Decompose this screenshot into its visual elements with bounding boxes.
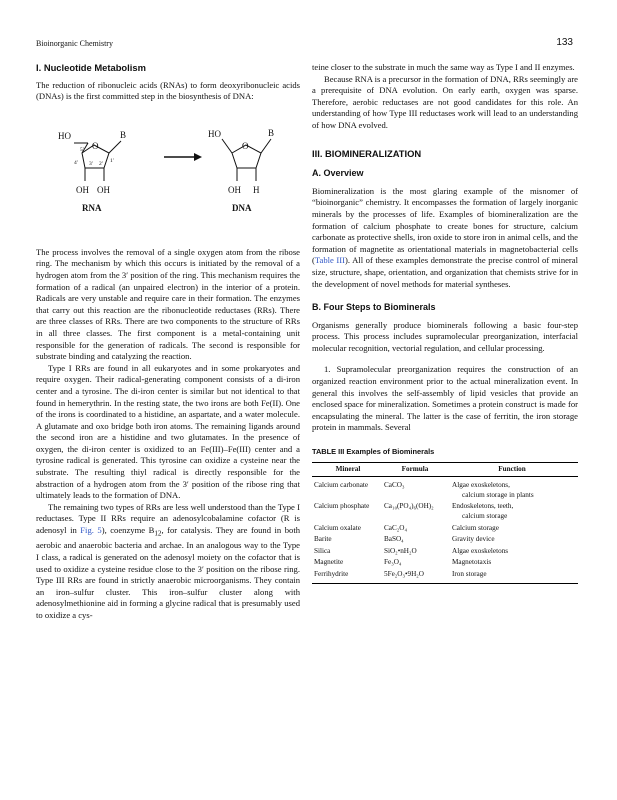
rna-pos5: 5′ xyxy=(80,146,84,153)
function-line: calcium storage in plants xyxy=(462,490,534,499)
dna-ring-o: O xyxy=(242,140,249,151)
mineral-cell: Ferrihydrite xyxy=(312,569,384,583)
intro-paragraph: The reduction of ribonucleic acids (RNAs) to form deoxyribonucleic acids (DNAs) is the first committed step in the biosynthesis of DNA: xyxy=(36,79,300,102)
b12-subscript: 12 xyxy=(154,529,162,538)
rna-ho: HO xyxy=(58,130,71,141)
overview-text-a: Biomineralization is the most glaring example of the misnomer of “bioinorganic” chemistry. It encompasses the formation of largely inorganic minerals by the processes of life. Examples of biomineralization are the formation of calcium phosphate to create bones for structure, calcium carbonate as protective shells, iron oxide to store iron in animal cells, and the formation of magnetite as orientational materials in magnetobacterial cells ( xyxy=(312,185,578,266)
running-title: Bioinorganic Chemistry xyxy=(36,39,113,48)
formula-cell: Fe₃O₄ xyxy=(384,558,402,567)
overview-paragraph xyxy=(312,186,578,290)
rna-base: B xyxy=(120,129,127,140)
formula-cell: CaC₂O₄ xyxy=(384,523,407,532)
subheading-overview: A. Overview xyxy=(312,168,364,179)
rna-caption: RNA xyxy=(82,202,102,213)
table-row xyxy=(312,534,578,546)
mineral-cell: Barite xyxy=(314,535,332,544)
function-cell: Magnetotaxis xyxy=(452,558,492,567)
dna-caption: DNA xyxy=(232,202,252,213)
reaction-scheme xyxy=(36,107,300,241)
dna-h: H xyxy=(253,184,260,195)
formula-cell: Ca₁₀(PO₄)₆(OH)₂ xyxy=(384,502,434,511)
subheading-four-steps: B. Four Steps to Biominerals xyxy=(312,302,436,313)
table-row xyxy=(312,569,578,583)
mineral-cell: Silica xyxy=(314,546,331,555)
table-row xyxy=(312,546,578,558)
rna-base-bond xyxy=(109,141,121,153)
right-column xyxy=(312,62,578,584)
biominerals-table xyxy=(312,462,578,584)
reaction-arrow-head xyxy=(194,153,202,161)
function-cell xyxy=(446,477,578,502)
rna-pos2: 2′ xyxy=(99,160,103,167)
function-cell: Iron storage xyxy=(446,569,578,583)
rna-pos1: 1′ xyxy=(110,157,114,164)
dna-ho: HO xyxy=(208,128,221,139)
table-caption: TABLE III Examples of Biominerals xyxy=(312,447,435,457)
formula-cell: 5Fe₂O₃•9H₂O xyxy=(384,569,446,583)
section-heading-nucleotide: I. Nucleotide Metabolism xyxy=(36,62,146,73)
dna-evolution-paragraph: Because RNA is a precursor in the formation of DNA, RRs seemingly are a prerequisite of DNA evolution. On early earth, oxygen was sparse. Therefore, aerobic reductases are not good candidates for this role. An understanding of how Type III reductases work will lead to an understanding of how DNA evolved. xyxy=(312,73,578,130)
type-ii-text-a: The remaining two types of RRs are less well understood than the Type I reductases. Type II RRs require an adenosylcobalamine cofactor (R is adenosyl in xyxy=(36,501,300,536)
section-heading-biomineralization: III. BIOMINERALIZATION xyxy=(312,147,422,159)
overview-text-b: ). All of these examples demonstrate the precise control of mineral size, structure, shape, orientation, and organization that chemists strive for in the development of novel methods for material syntheses. xyxy=(312,255,578,289)
dna-c5-bond xyxy=(222,139,232,153)
table-row xyxy=(312,477,578,502)
formula-cell: BaSO₄ xyxy=(384,535,404,544)
table-row xyxy=(312,557,578,569)
table-row xyxy=(312,501,578,522)
mineral-cell: Magnetite xyxy=(314,558,344,567)
four-steps-paragraph: Organisms generally produce biominerals following a basic four-step process. This process includes supramolecular preorganization, interfacial molecular recognition, vectorial regulation, and cellular processing. xyxy=(312,319,578,353)
rna-ring-o: O xyxy=(92,140,99,151)
type-i-paragraph: Type I RRs are found in all eukaryotes and in some prokaryotes and require oxygen. Their radical-generating component consists of a di-iron center and a tyrosine. The di-iron center is similar but not identical to that found in hemerythrin. In the resting state, the two irons are both Fe(II). One of the irons is coordinated to a histidine, an aspartate, and a water molecule. A glutamate and oxo bridge both iron atoms. The remaining ligands around the second iron are a histidine and two glutamates. In the presence of oxygen, the di-iron center is oxidized to an Fe(III)–Fe(III) center and a tyrosine radical is generated. This tyrosine can oxidize a cysteine near the substrate. The resulting thiyl radical is directly responsible for the abstraction of a hydrogen atom from the 3′ position of the ribose ring that ultimately leads to the formation of DNA. xyxy=(36,362,300,501)
rna-oh2: OH xyxy=(97,184,110,195)
ribose-reduction-diagram xyxy=(36,107,300,241)
type-ii-text-c: , for catalysis. They are found in both aerobic and anaerobic bacteria and archae. In an analogous way to the Type I class, a radical is generated on the adenosyl moiety on the cofactor that is used to oxidize a cysteine residue close to the 3′ position on the ribose ring. Type III RRs are found in strictly anaerobic microorganisms. They contain an iron–sulfur cluster. This iron–sulfur cluster along with adenosylmethionine aid in forming a glycine radical that is presumably used to oxidize a cys- xyxy=(36,525,301,620)
formula-cell: CaCO₃ xyxy=(384,481,405,490)
step-1-paragraph: 1. Supramolecular preorganization requires the construction of an organized reaction environment prior to the actual mineralization event. In general this involves the self-assembly of lipid vesicles that provide an enclosed space for mineralization. Sometimes a protein construct is made for encapsulating the mineral. The latter is the case of ferritin, the iron storage protein in mammals. Several xyxy=(312,364,578,433)
dna-base: B xyxy=(268,127,275,138)
rna-pos3: 3′ xyxy=(89,160,93,167)
type-ii-iii-paragraph xyxy=(36,502,300,622)
continuation-paragraph: teine closer to the substrate in much the same way as Type I and II enzymes. xyxy=(312,62,575,72)
type-ii-text-b: ), coenzyme B xyxy=(101,525,155,536)
rna-pos4: 4′ xyxy=(74,159,78,166)
function-cell: Algae exoskeletons xyxy=(452,546,509,555)
page-number: 133 xyxy=(556,37,573,48)
function-cell: Calcium storage xyxy=(452,523,499,532)
formula-cell: SiO₂•nH₂O xyxy=(384,546,417,555)
dna-base-bond xyxy=(261,139,271,153)
mineral-cell: Calcium oxalate xyxy=(314,523,361,532)
fig-5-link[interactable]: Fig. 5 xyxy=(80,525,102,536)
mineral-cell: Calcium carbonate xyxy=(314,481,369,490)
dna-oh3: OH xyxy=(228,184,241,195)
table-row xyxy=(312,523,578,535)
function-line: Algae exoskeletons, xyxy=(452,481,510,490)
header-function: Function xyxy=(446,462,578,477)
function-cell: Gravity device xyxy=(452,535,495,544)
mineral-cell: Calcium phosphate xyxy=(314,502,370,511)
header-mineral: Mineral xyxy=(312,462,384,477)
function-line: calcium storage xyxy=(462,512,508,520)
table-iii-link[interactable]: Table III xyxy=(314,255,345,266)
mechanism-paragraph: The process involves the removal of a single oxygen atom from the ribose ring. The mechanism by which this occurs is initiated by the removal of a hydrogen atom from the 3′ position of the ring. This mechanism requires the formation of a radical (an unpaired electron) in the interior of a protein. Radicals are very unstable and require care in their formation. The enzymes that carry out this reaction are the ribonucleotide reductases (RRs). There are three classes of RRs. There are two components to the structure of RRs in all three classes. The first component is a metal-containing unit responsible for the generation of radicals. The second is responsible for substrate binding and catalyzing the reaction. xyxy=(36,246,300,362)
function-line: Endoskeletons, teeth, xyxy=(452,502,514,511)
rna-oh3: OH xyxy=(76,184,89,195)
header-formula: Formula xyxy=(384,462,446,477)
function-cell xyxy=(446,501,578,522)
left-column xyxy=(36,62,300,622)
